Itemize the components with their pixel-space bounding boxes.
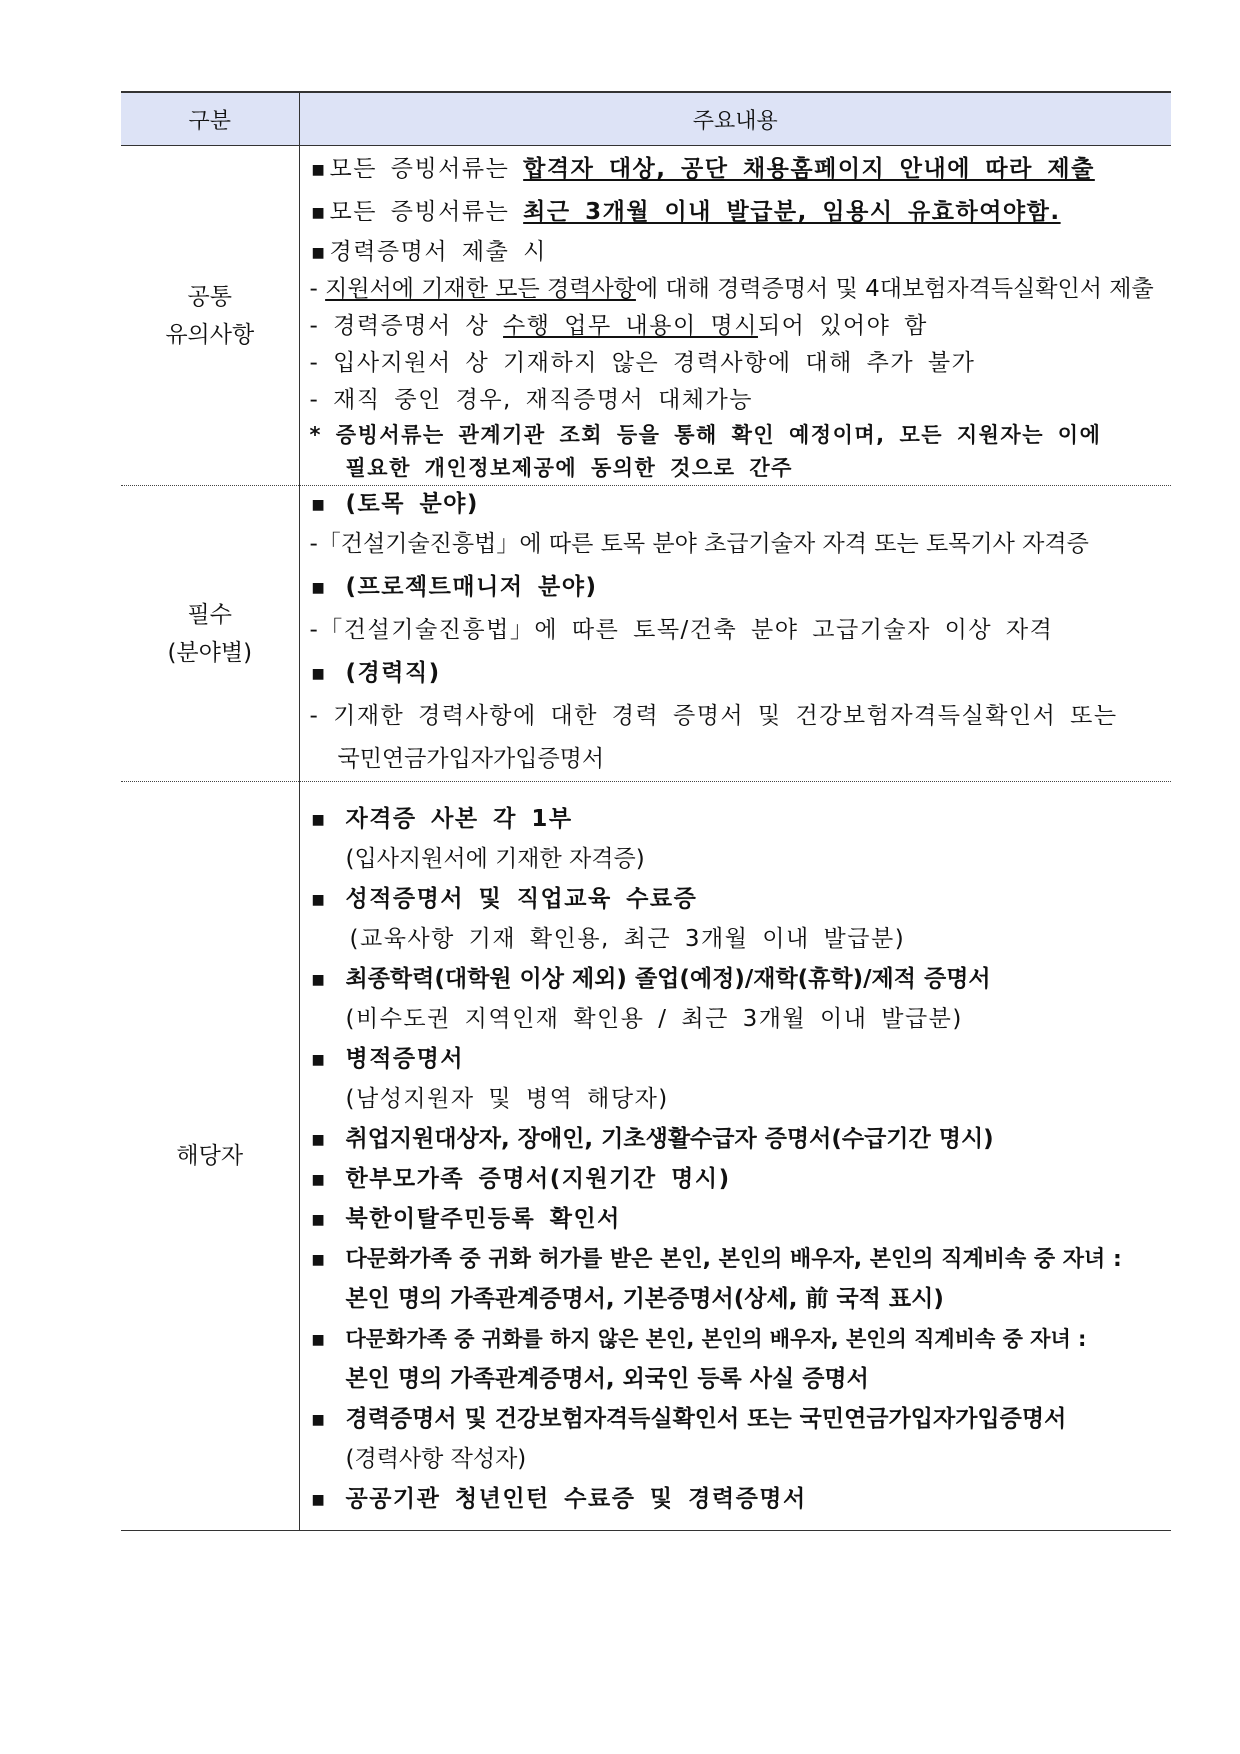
note-line: 필요한 개인정보제공에 동의한 것으로 간주 [345, 456, 793, 480]
list-item: -「건설기술진흥법」에 따른 토목 분야 초급기술자 자격 또는 토목기사 자격증 [309, 531, 1089, 557]
row-content-common-notes [299, 146, 1171, 486]
row-label-required: 필수 (분야별) [121, 486, 299, 782]
list-item: - 경력증명서 상 수행 업무 내용이 명시되어 있어야 함 [309, 313, 928, 339]
list-item-cont: 본인 명의 가족관계증명서, 기본증명서(상세, 前 국적 표시) [345, 1286, 944, 1312]
list-item: - 지원서에 기재한 모든 경력사항에 대해 경력증명서 및 4대보험자격득실확인서 제출 [309, 276, 1154, 302]
list-item-note: (교육사항 기재 확인용, 최근 3개월 이내 발급분) [349, 926, 906, 952]
square-bullet-icon: ■ [311, 666, 327, 682]
list-item-note: (경력사항 작성자) [345, 1446, 527, 1472]
list-item: ■ (토목 분야) [300, 488, 1172, 523]
list-item: ■ (프로젝트매니저 분야) [300, 566, 1172, 609]
square-bullet-icon: ■ [311, 245, 327, 261]
list-item: ■ 모든 증빙서류는 합격자 대상, 공단 채용홈페이지 안내에 따라 제출 [300, 148, 1172, 191]
list-item: ■ 성적증명서 및 직업교육 수료증 [300, 878, 1172, 921]
table-row-required [121, 486, 1171, 782]
square-bullet-icon: ■ [311, 162, 327, 178]
row-label-common-notes: 공통 유의사항 [121, 146, 299, 486]
list-item-cont: 본인 명의 가족관계증명서, 외국인 등록 사실 증명서 [345, 1366, 869, 1392]
square-bullet-icon: ■ [311, 892, 327, 908]
list-item: - 기재한 경력사항에 대한 경력 증명서 및 건강보험자격득실확인서 또는 [309, 703, 1118, 729]
list-item-note: (남성지원자 및 병역 해당자) [345, 1086, 669, 1112]
square-bullet-icon: ■ [311, 497, 327, 513]
document-table [121, 91, 1171, 1531]
square-bullet-icon: ■ [311, 1212, 327, 1228]
square-bullet-icon: ■ [311, 1172, 327, 1188]
row-content-required [299, 486, 1171, 782]
list-item: ■ 취업지원대상자, 장애인, 기초생활수급자 증명서(수급기간 명시) [300, 1118, 1172, 1161]
list-item: -「건설기술진흥법」에 따른 토목/건축 분야 고급기술자 이상 자격 [309, 617, 1054, 643]
square-bullet-icon: ■ [311, 812, 327, 828]
header-main-content: 주요내용 [299, 92, 1171, 146]
table-row-applicable [121, 782, 1171, 1531]
square-bullet-icon: ■ [311, 1492, 327, 1508]
list-item: ■ 모든 증빙서류는 최근 3개월 이내 발급분, 임용시 유효하여야함. [300, 191, 1172, 234]
square-bullet-icon: ■ [311, 1052, 327, 1068]
row-content-applicable [299, 782, 1171, 1531]
square-bullet-icon: ■ [311, 1412, 325, 1428]
list-item: ■ 경력증명서 제출 시 [300, 234, 1172, 271]
list-item: ■ 북한이탈주민등록 확인서 [300, 1198, 1172, 1241]
list-item: ■ 최종학력(대학원 이상 제외) 졸업(예정)/재학(휴학)/제적 증명서 [300, 958, 1172, 1001]
list-item: - 입사지원서 상 기재하지 않은 경력사항에 대해 추가 불가 [309, 350, 976, 376]
square-bullet-icon: ■ [311, 1332, 325, 1348]
note-line: * 증빙서류는 관계기관 조회 등을 통해 확인 예정이며, 모든 지원자는 이에 [309, 423, 1102, 447]
row-label-applicable: 해당자 [121, 782, 299, 1531]
square-bullet-icon: ■ [311, 1252, 325, 1268]
square-bullet-icon: ■ [311, 972, 325, 988]
list-item: ■ 경력증명서 및 건강보험자격득실확인서 또는 국민연금가입자가입증명서 [300, 1401, 1172, 1438]
list-item: ■ 다문화가족 중 귀화를 하지 않은 본인, 본인의 배우자, 본인의 직계비속 중 자녀 : [300, 1321, 1172, 1358]
list-item-note: (입사지원서에 기재한 자격증) [345, 846, 645, 872]
list-item-note: (비수도권 지역인재 확인용 / 최근 3개월 이내 발급분) [345, 1006, 963, 1032]
table-row-common-notes [121, 146, 1171, 486]
list-item: ■ 공공기관 청년인턴 수료증 및 경력증명서 [300, 1481, 1172, 1518]
list-item: ■ 병적증명서 [300, 1038, 1172, 1081]
list-item: - 재직 중인 경우, 재직증명서 대체가능 [309, 387, 753, 413]
square-bullet-icon: ■ [311, 1132, 325, 1148]
list-item: ■ 한부모가족 증명서(지원기간 명시) [300, 1161, 1172, 1198]
square-bullet-icon: ■ [311, 580, 327, 596]
list-item: 국민연금가입자가입증명서 [337, 746, 605, 772]
table-header-row [121, 92, 1171, 146]
list-item: ■ (경력직) [300, 652, 1172, 695]
list-item: ■ 자격증 사본 각 1부 [300, 798, 1172, 841]
square-bullet-icon: ■ [311, 205, 327, 221]
list-item: ■ 다문화가족 중 귀화 허가를 받은 본인, 본인의 배우자, 본인의 직계비속 중 자녀 : [300, 1241, 1172, 1278]
header-category: 구분 [121, 92, 299, 146]
